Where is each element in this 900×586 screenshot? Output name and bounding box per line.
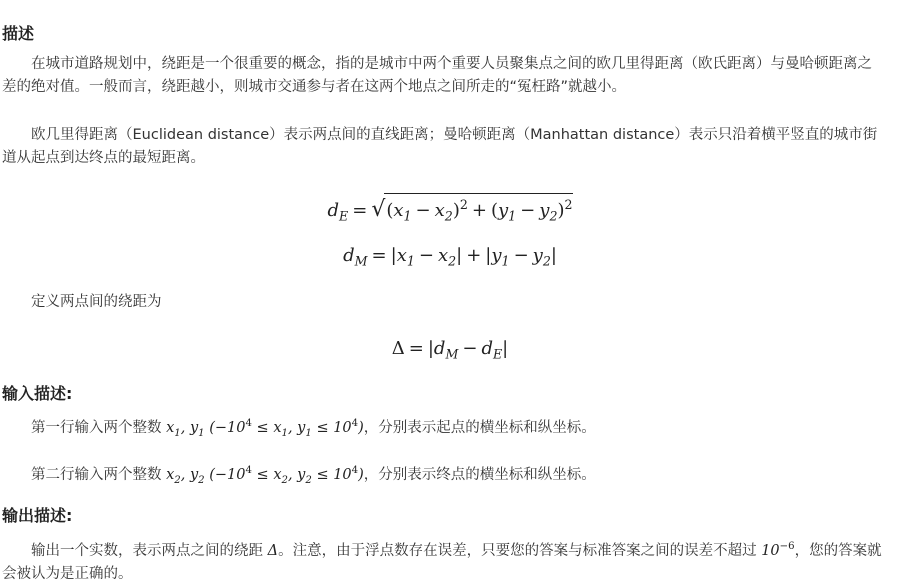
output-heading: 输出描述: [2, 506, 73, 525]
manhattan-formula: $d_M = |x_1 - x_2| + |y_1 - y_2|$ [343, 245, 557, 269]
input-line-2-prefix: 第二行输入两个整数 [31, 466, 167, 483]
detour-formula: $\Delta = |d_M - d_E|$ [391, 338, 509, 362]
input-line-1-math: $x_1$, $y_1$ [166, 419, 205, 439]
input-line-2: 第二行输入两个整数 $x_2$, $y_2$ ($-10^4 \le x_2$, $y_2 \le 10^4$)，分别表示终点的横坐标和纵坐标。 [31, 465, 596, 486]
description-paragraph-2: 欧几里得距离（Euclidean distance）表示两点间的直线距离；曼哈顿距离（Manhattan distance）表示只沿着横平竖直的城市街道从起点到达终点的最短距离。 [2, 127, 878, 166]
description-paragraph-3: 定义两点间的绕距为 [31, 294, 162, 310]
description-paragraph-1: 在城市道路规划中，绕距是一个很重要的概念，指的是城市中两个重要人员聚集点之间的欧几里得距离（欧氏距离）与曼哈顿距离之差的绝对值。一般而言，绕距越小，则城市交通参与者在这两个地点之间所走的“冤枉路”就越小。 [2, 56, 872, 95]
input-line-1: 第一行输入两个整数 $x_1$, $y_1$ ($-10^4 \le x_1$, $y_1 \le 10^4$)，分别表示起点的横坐标和纵坐标。 [31, 418, 596, 439]
input-line-1-suffix: ，分别表示起点的横坐标和纵坐标。 [363, 419, 596, 436]
output-text-middle: 。注意，由于浮点数存在误差，只要您的答案与标准答案之间的误差不超过 [278, 542, 762, 559]
output-text-suffix: ，您的答案就会被认为是正确的。 [2, 542, 882, 582]
input-line-2-suffix: ，分别表示终点的横坐标和纵坐标。 [363, 466, 596, 483]
description-heading: 描述 [2, 24, 35, 43]
output-description: 输出一个实数，表示两点之间的绕距 Δ。注意，由于浮点数存在误差，只要您的答案与标准答案之间的误差不超过 $10^{-6}$，您的答案就会被认为是正确的。 [2, 541, 882, 582]
input-line-1-prefix: 第一行输入两个整数 [31, 419, 167, 436]
output-text-prefix: 输出一个实数，表示两点之间的绕距 [31, 542, 268, 559]
euclidean-formula: $d_E = √(x_1 - x_2)^2 + (y_1 - y_2)^2$ [0, 193, 900, 231]
input-heading: 输入描述: [2, 384, 73, 403]
input-line-2-math: $x_2$, $y_2$ [166, 466, 205, 486]
